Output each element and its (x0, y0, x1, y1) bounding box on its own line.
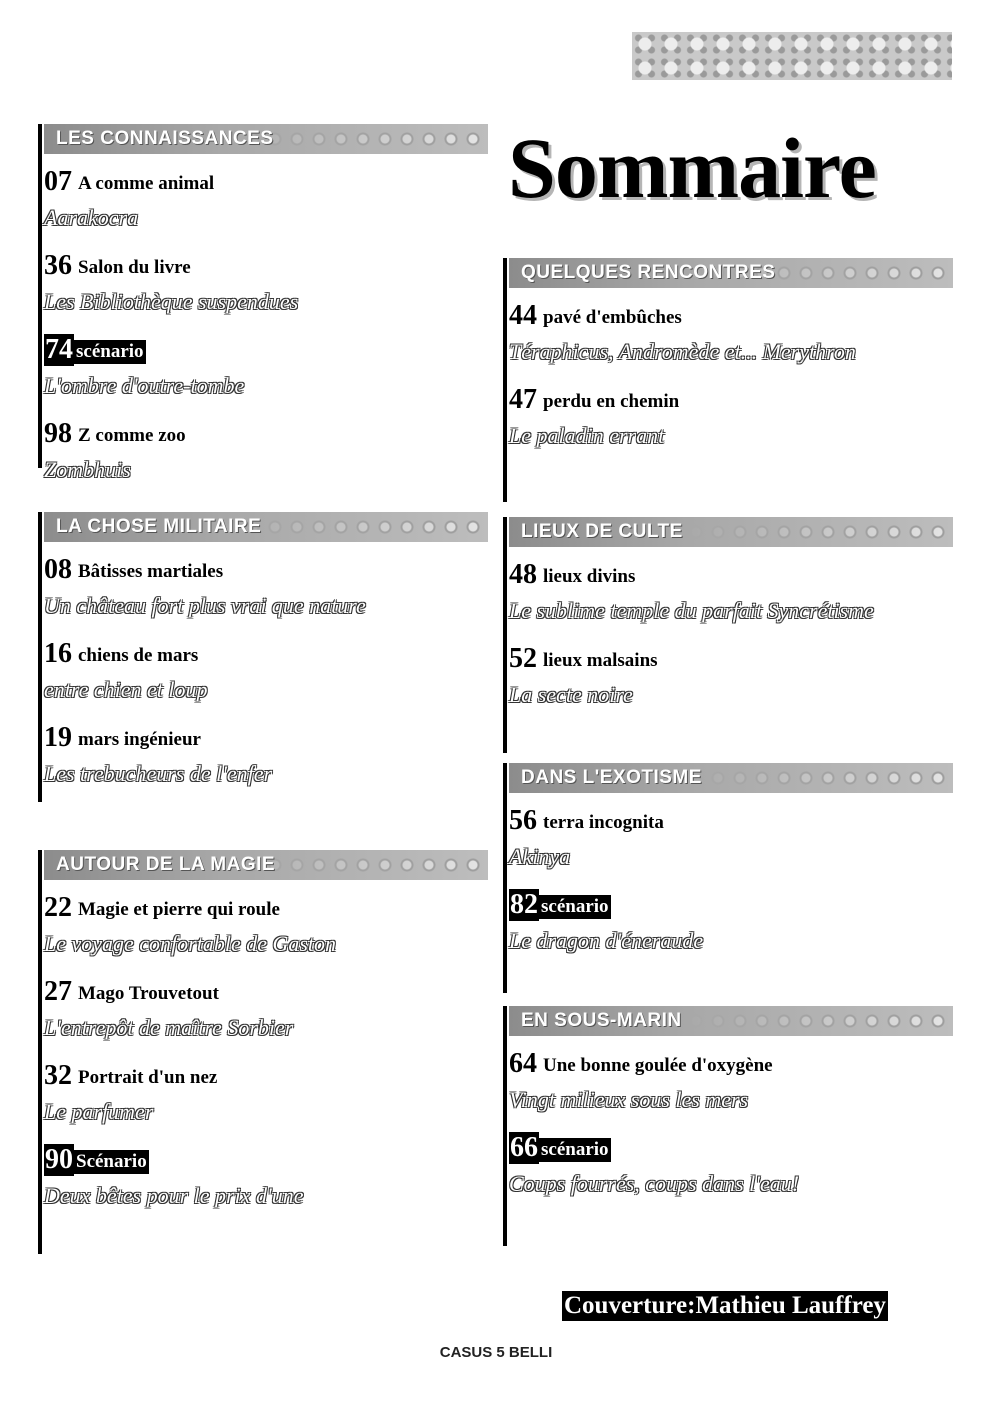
section-header: LIEUX DE CULTE (509, 517, 953, 547)
toc-entry[interactable] (44, 546, 488, 626)
entry-subtitle: Zombhuis (44, 457, 131, 482)
entry-label: lieux malsains (543, 650, 658, 671)
entry-label: mars ingénieur (78, 729, 201, 750)
section-les-connaissances (38, 124, 488, 482)
entry-label: perdu en chemin (543, 391, 680, 412)
toc-entry[interactable] (509, 1040, 953, 1120)
entry-subtitle: Coups fourrés, coups dans l'eau! (509, 1171, 800, 1196)
entry-label: Une bonne goulée d'oxygène (543, 1055, 773, 1076)
section-autour-de-la-magie (38, 850, 488, 1254)
toc-entry[interactable] (44, 968, 488, 1048)
entry-subtitle: Le sublime temple du parfait Syncrétisme (509, 598, 874, 623)
entry-label: terra incognita (543, 812, 664, 833)
section-header: DANS L'EXOTISME (509, 763, 953, 793)
toc-entry[interactable] (44, 1052, 488, 1132)
entry-subtitle: entre chien et loup (44, 677, 208, 702)
toc-entry[interactable] (509, 292, 953, 372)
page-number: 22 (44, 892, 72, 923)
entry-label: Salon du livre (78, 257, 191, 278)
entry-subtitle: L'ombre d'outre-tombe (44, 373, 245, 398)
page-number: 52 (509, 643, 537, 674)
section-en-sous-marin (503, 1006, 953, 1246)
section-lieux-de-culte (503, 517, 953, 753)
entry-subtitle: Akinya (509, 844, 571, 869)
entry-subtitle: Le parfumer (44, 1099, 154, 1124)
entry-subtitle: Un château fort plus vrai que nature (44, 593, 366, 618)
section-header: EN SOUS-MARIN (509, 1006, 953, 1036)
page-number: 90 (45, 1144, 73, 1175)
toc-entry[interactable] (509, 1124, 953, 1204)
section-header: QUELQUES RENCONTRES (509, 258, 953, 288)
entry-label: Magie et pierre qui roule (78, 899, 280, 920)
cover-credit: Couverture:Mathieu Lauffrey (564, 1292, 886, 1319)
entry-label: lieux divins (543, 566, 636, 587)
toc-entry[interactable] (44, 158, 488, 238)
entry-label: Mago Trouvetout (78, 983, 219, 1004)
entry-subtitle: Le dragon d'éneraude (509, 928, 704, 953)
entry-subtitle: Deux bêtes pour le prix d'une (44, 1183, 304, 1208)
page-number: 98 (44, 418, 72, 449)
page-number: 64 (509, 1048, 537, 1079)
page-number: 56 (509, 805, 537, 836)
entry-subtitle: Aarakocra (44, 205, 139, 230)
entry-label: Scénario (76, 1151, 147, 1172)
entry-subtitle: L'entrepôt de maître Sorbier (44, 1015, 294, 1040)
page-number: 08 (44, 554, 72, 585)
entry-label: pavé d'embûches (543, 307, 682, 328)
entry-subtitle: Les trebucheurs de l'enfer (44, 761, 273, 786)
page-number: 36 (44, 250, 72, 281)
entry-label: scénario (76, 341, 144, 362)
entry-subtitle: La secte noire (509, 682, 633, 707)
entry-subtitle: Le voyage confortable de Gaston (44, 931, 337, 956)
section-quelques-rencontres (503, 258, 953, 502)
page-number: 66 (510, 1132, 538, 1163)
section-header: AUTOUR DE LA MAGIE (44, 850, 488, 880)
toc-entry[interactable] (509, 551, 953, 631)
entry-label: scénario (541, 896, 609, 917)
entry-label: A comme animal (78, 173, 215, 194)
page-number: 82 (510, 889, 538, 920)
toc-entry[interactable] (44, 326, 488, 406)
entry-label: chiens de mars (78, 645, 199, 666)
section-header: LA CHOSE MILITAIRE (44, 512, 488, 542)
section-header: LES CONNAISSANCES (44, 124, 488, 154)
entry-subtitle: Vingt milieux sous les mers (509, 1087, 749, 1112)
entry-label: Z comme zoo (78, 425, 186, 446)
page-number: 16 (44, 638, 72, 669)
page-number: 27 (44, 976, 72, 1007)
page-number: 47 (509, 384, 537, 415)
toc-entry[interactable] (44, 1136, 488, 1216)
toc-entry[interactable] (44, 714, 488, 794)
toc-entry[interactable] (509, 376, 953, 456)
entry-subtitle: Le paladin errant (509, 423, 665, 448)
decorative-ornament-strip (632, 32, 952, 80)
page-number: 19 (44, 722, 72, 753)
toc-entry[interactable] (44, 410, 488, 490)
entry-label: scénario (541, 1139, 609, 1160)
entry-label: Bâtisses martiales (78, 561, 224, 582)
section-la-chose-militaire (38, 512, 488, 802)
page-footer: CASUS 5 BELLI (439, 1344, 553, 1361)
page-number: 07 (44, 166, 72, 197)
page-number: 44 (509, 300, 537, 331)
section-dans-l-exotisme (503, 763, 953, 993)
toc-entry[interactable] (509, 797, 953, 877)
page-title: Sommaire (508, 120, 876, 216)
toc-entry[interactable] (44, 630, 488, 710)
page-number: 48 (509, 559, 537, 590)
entry-label: Portrait d'un nez (78, 1067, 218, 1088)
page-number: 32 (44, 1060, 72, 1091)
toc-entry[interactable] (44, 884, 488, 964)
entry-subtitle: Téraphicus, Andromède et... Merythron (509, 339, 856, 364)
page-number: 74 (45, 334, 73, 365)
toc-entry[interactable] (509, 881, 953, 961)
toc-entry[interactable] (509, 635, 953, 715)
toc-entry[interactable] (44, 242, 488, 322)
entry-subtitle: Les Bibliothèque suspendues (44, 289, 299, 314)
